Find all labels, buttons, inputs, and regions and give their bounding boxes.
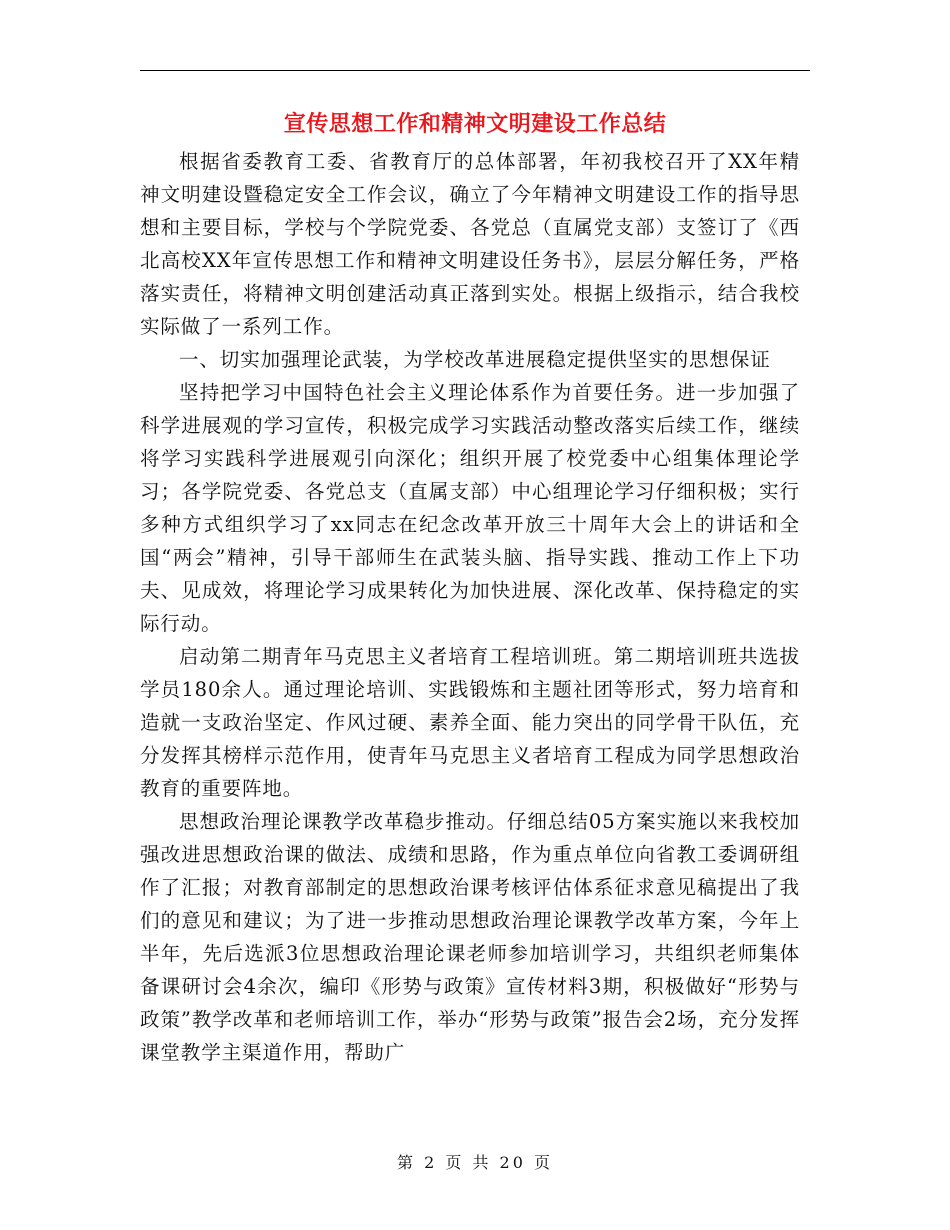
paragraph-training-class: 启动第二期青年马克思主义者培育工程培训班。第二期培训班共选拔学员180余人。通过理论培训、实践锻炼和主题社团等形式，努力培育和造就一支政治坚定、作风过硬、素养全面、能力突出的同学骨干队伍，充分发挥其榜样示范作用，使青年马克思主义者培育工程成为同学思想政治教育的重要阵地。: [140, 645, 800, 800]
paragraph-curriculum-reform: 思想政治理论课教学改革稳步推动。仔细总结05方案实施以来我校加强改进思想政治课的做法、成绩和思路，作为重点单位向省教工委调研组作了汇报；对教育部制定的思想政治课考核评估体系征求意见稿提出了我们的意见和建议；为了进一步推动思想政治理论课教学改革方案，今年上半年，先后选派3位思想政治理论课老师参加培训学习，共组织老师集体备课研讨会4余次，编印《形势与政策》宣传材料3期，积极做好“形势与政策”教学改革和老师培训工作，举办“形势与政策”报告会2场，充分发挥课堂教学主渠道作用，帮助广: [140, 810, 800, 1064]
document-title: 宣传思想工作和精神文明建设工作总结: [283, 112, 667, 137]
section-heading-1: 一、切实加强理论武装，为学校改革进展稳定提供坚实的思想保证: [179, 348, 771, 371]
document-body: [140, 145, 800, 1069]
paragraph-theory-study: 坚持把学习中国特色社会主义理论体系作为首要任务。进一步加强了科学进展观的学习宣传，积极完成学习实践活动整改落实后续工作，继续将学习实践科学进展观引向深化；组织开展了校党委中心组集体理论学习；各学院党委、各党总支（直属支部）中心组理论学习仔细积极；实行多种方式组织学习了xx同志在纪念改革开放三十周年大会上的讲话和全国“两会”精神，引导干部师生在武装头脑、指导实践、推动工作上下功夫、见成效，将理论学习成果转化为加快进展、深化改革、保持稳定的实际行动。: [140, 381, 800, 635]
header-divider: [140, 70, 810, 71]
page-number-footer: 第 2 页 共 20 页: [397, 1153, 553, 1172]
paragraph-intro: 根据省委教育工委、省教育厅的总体部署，年初我校召开了XX年精神文明建设暨稳定安全工作会议，确立了今年精神文明建设工作的指导思想和主要目标，学校与个学院党委、各党总（直属党支部）支签订了《西北高校XX年宣传思想工作和精神文明建设任务书》，层层分解任务，严格落实责任，将精神文明创建活动真正落到实处。根据上级指示，结合我校实际做了一系列工作。: [140, 150, 800, 338]
